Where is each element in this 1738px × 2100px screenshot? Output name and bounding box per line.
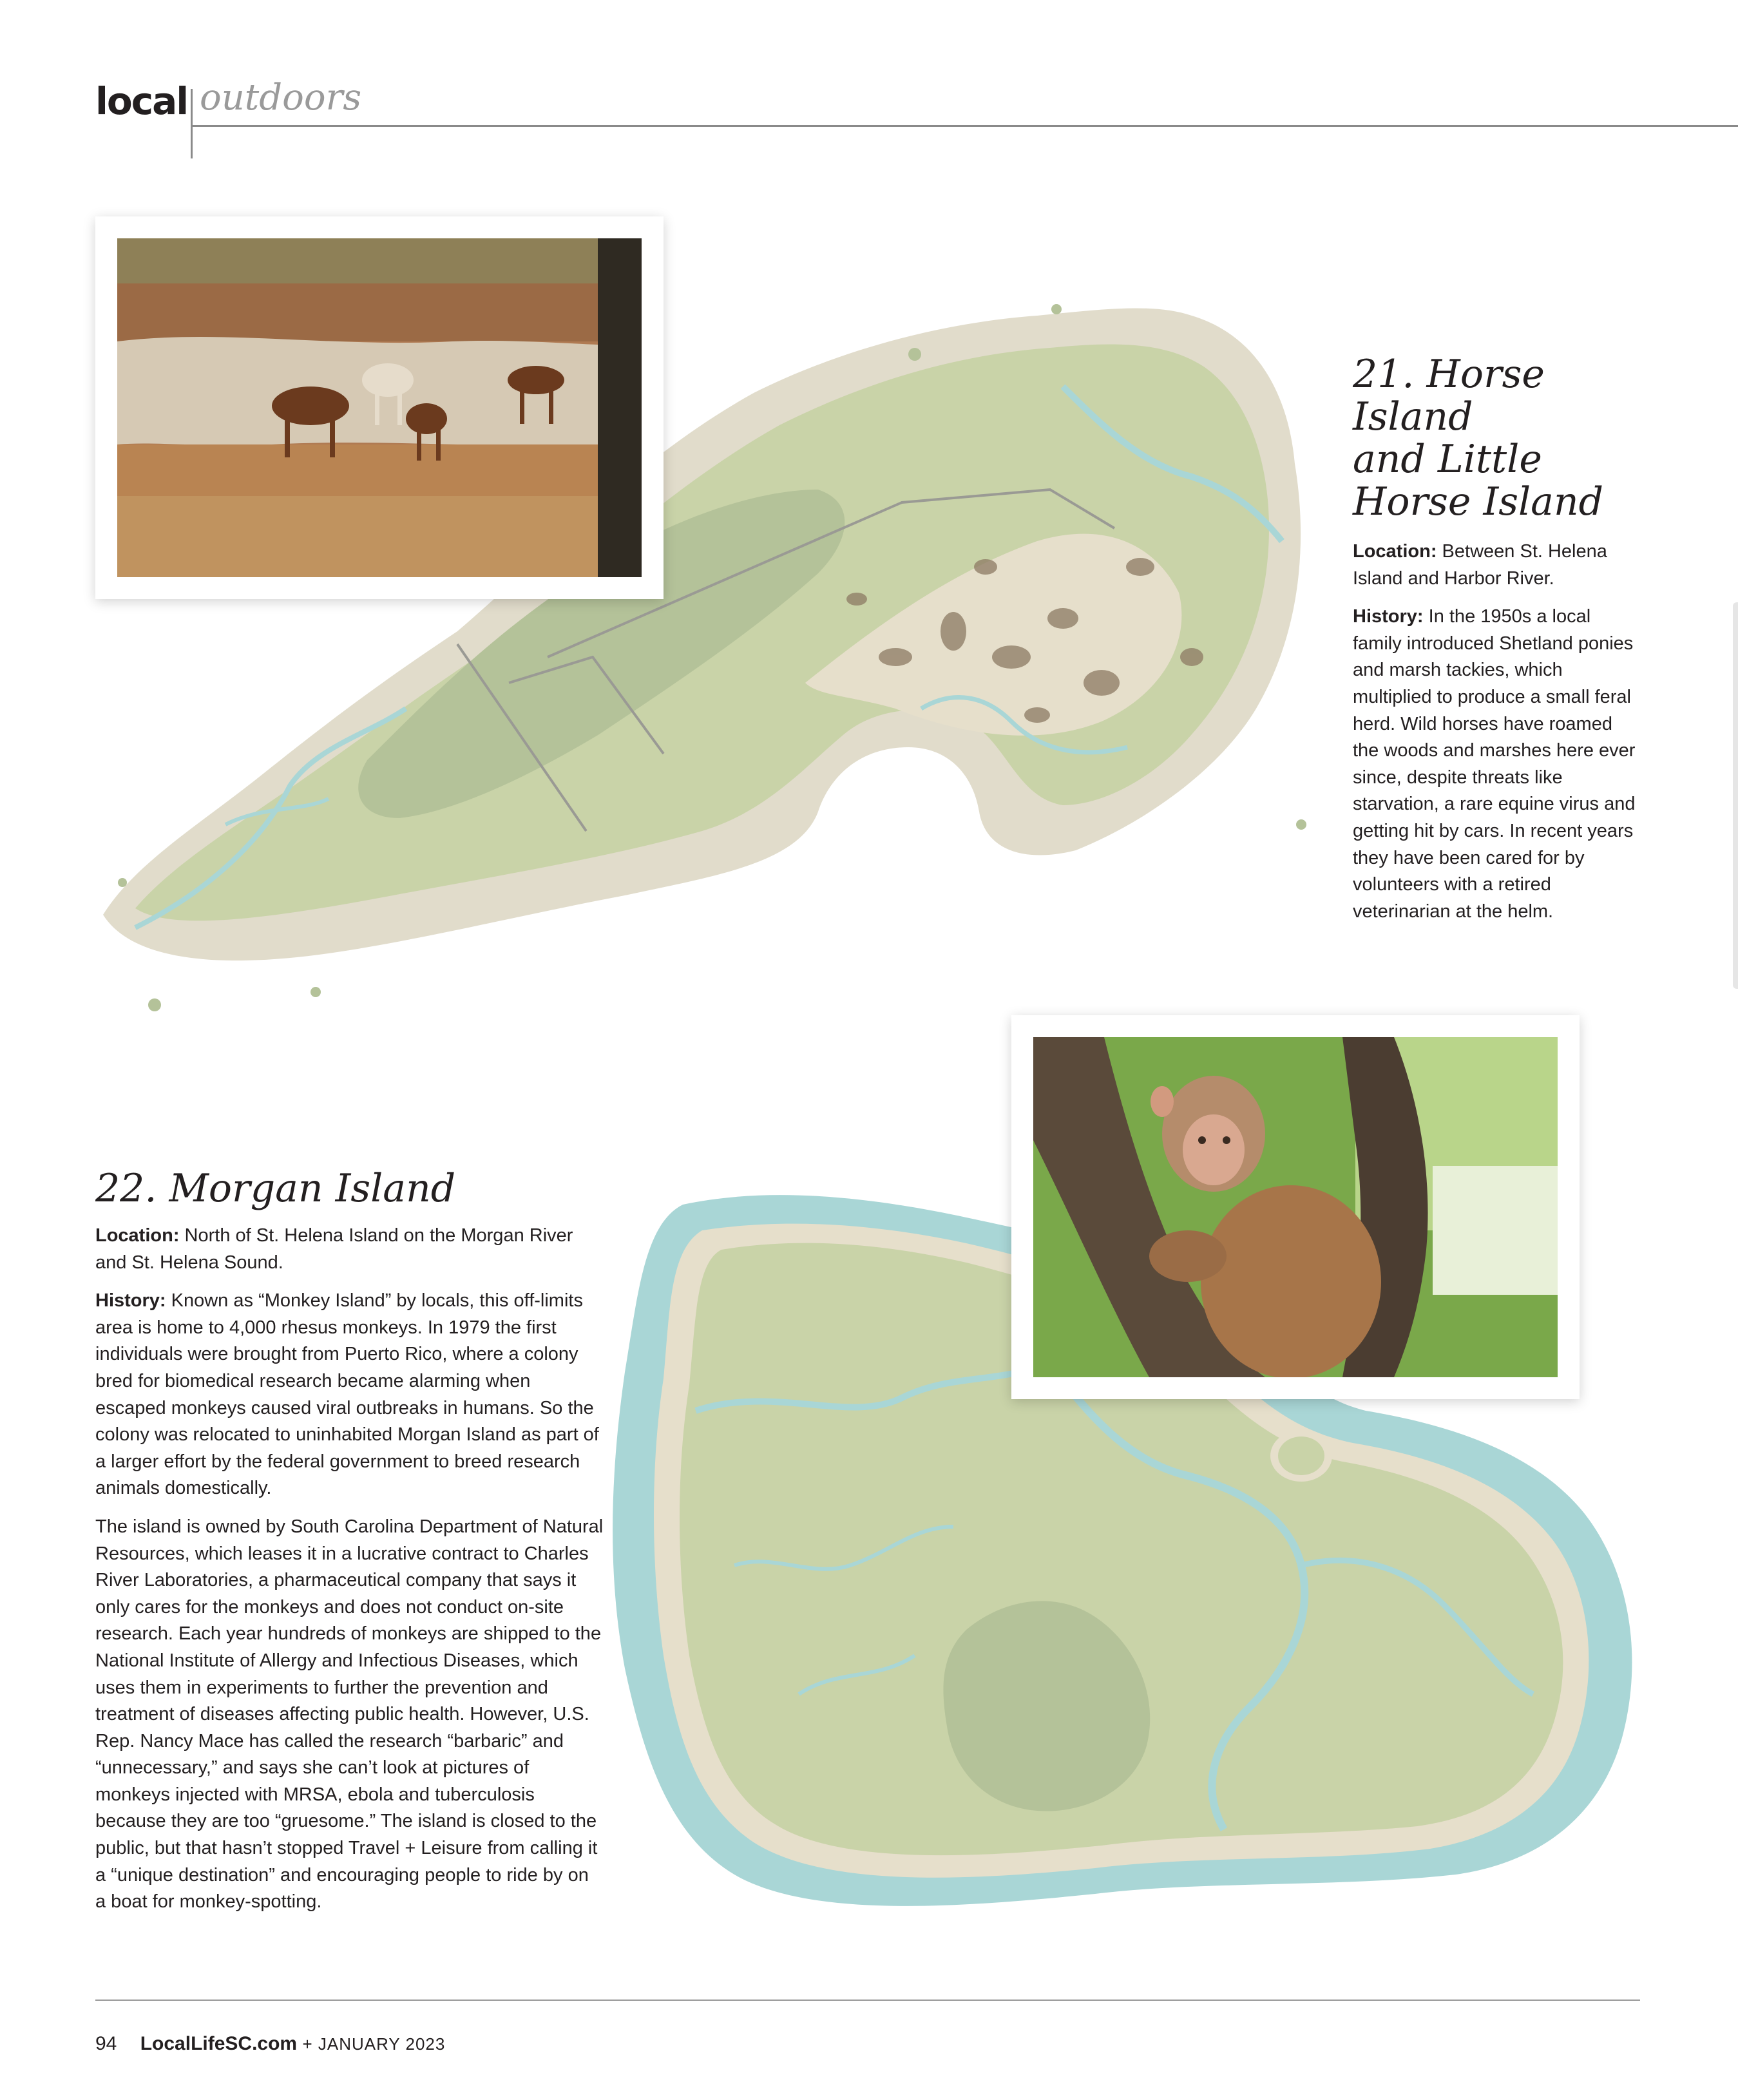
morgan-island-history — [95, 1288, 604, 1502]
horse-island-location — [1353, 539, 1643, 592]
location-text: North of St. Helena Island on the Morgan River and St. Helena Sound. — [95, 1225, 573, 1273]
title-line: 21. Horse Island — [1353, 352, 1545, 439]
location-label: Location: — [95, 1225, 180, 1246]
history-text: In the 1950s a local family introduced Shetland ponies and marsh tackies, which multiplied to produce a small feral herd. Wild horses have roamed the woods and marshes here ever since, despite threats like starvation, a rare equine virus and getting hit by cars. In recent years they have been cared for by volunteers with a retired veterinarian at the helm. — [1353, 606, 1636, 922]
horses-photo — [95, 216, 664, 599]
title-line: Horse Island — [1353, 479, 1604, 524]
location-label: Location: — [1353, 541, 1437, 562]
morgan-island-ownership: The island is owned by South Carolina Department of Natural Resources, which leases it in a lucrative contract to Charles River Laboratories, a pharmaceutical company that says it only cares for the monkeys and does not conduct on-site research. Each year hundreds of monkeys are shipped to the National Institute of Allergy and Infectious Diseases, which uses them in experiments to further the prevention and treatment of diseases affecting public health. However, U.S. Rep. Nancy Mace has called the research “barbaric” and “unnecessary,” and says she can’t look at pictures of monkeys injected with MRSA, ebola and tuberculosis because they are too “gruesome.” The island is closed to the public, but that hasn’t stopped Travel + Leisure from calling it a “unique destination” and encouraging people to ride by on a boat for monkey-spotting. — [95, 1516, 604, 1913]
page-number: 94 — [95, 2033, 117, 2054]
location-text: Between St. Helena Island and Harbor River. — [1353, 541, 1607, 589]
horse-island-history — [1353, 604, 1643, 925]
history-label: History: — [95, 1290, 166, 1312]
header-rule — [191, 125, 1738, 127]
section-title: outdoors — [200, 77, 362, 119]
title-line: and Little — [1353, 437, 1542, 482]
header-divider — [191, 89, 193, 158]
footer — [95, 2034, 445, 2054]
morgan-island-location — [95, 1223, 604, 1276]
site-name: LocalLifeSC.com — [140, 2033, 298, 2054]
issue-date: + JANUARY 2023 — [302, 2034, 446, 2054]
page-edge-tab — [1733, 602, 1738, 989]
horse-island-title — [1353, 353, 1643, 523]
morgan-island-title: 22. Morgan Island — [95, 1166, 456, 1211]
monkey-photo — [1011, 1015, 1580, 1399]
history-text: Known as “Monkey Island” by locals, this off-limits area is home to 4,000 rhesus monkeys. In 1979 the first individuals were brought from Puerto Rico, where a colony bred for biomedical research became alarming when escaped monkeys caused viral outbreaks in humans. So the colony was relocated to uninhabited Morgan Island as part of a larger effort by the federal government to breed research animals domestically. — [95, 1290, 599, 1499]
brand-logo: local — [95, 79, 188, 123]
article-horse-island — [1353, 353, 1643, 937]
article-morgan-island — [95, 1167, 604, 1927]
footer-rule — [95, 2000, 1640, 2001]
history-label: History: — [1353, 606, 1424, 627]
